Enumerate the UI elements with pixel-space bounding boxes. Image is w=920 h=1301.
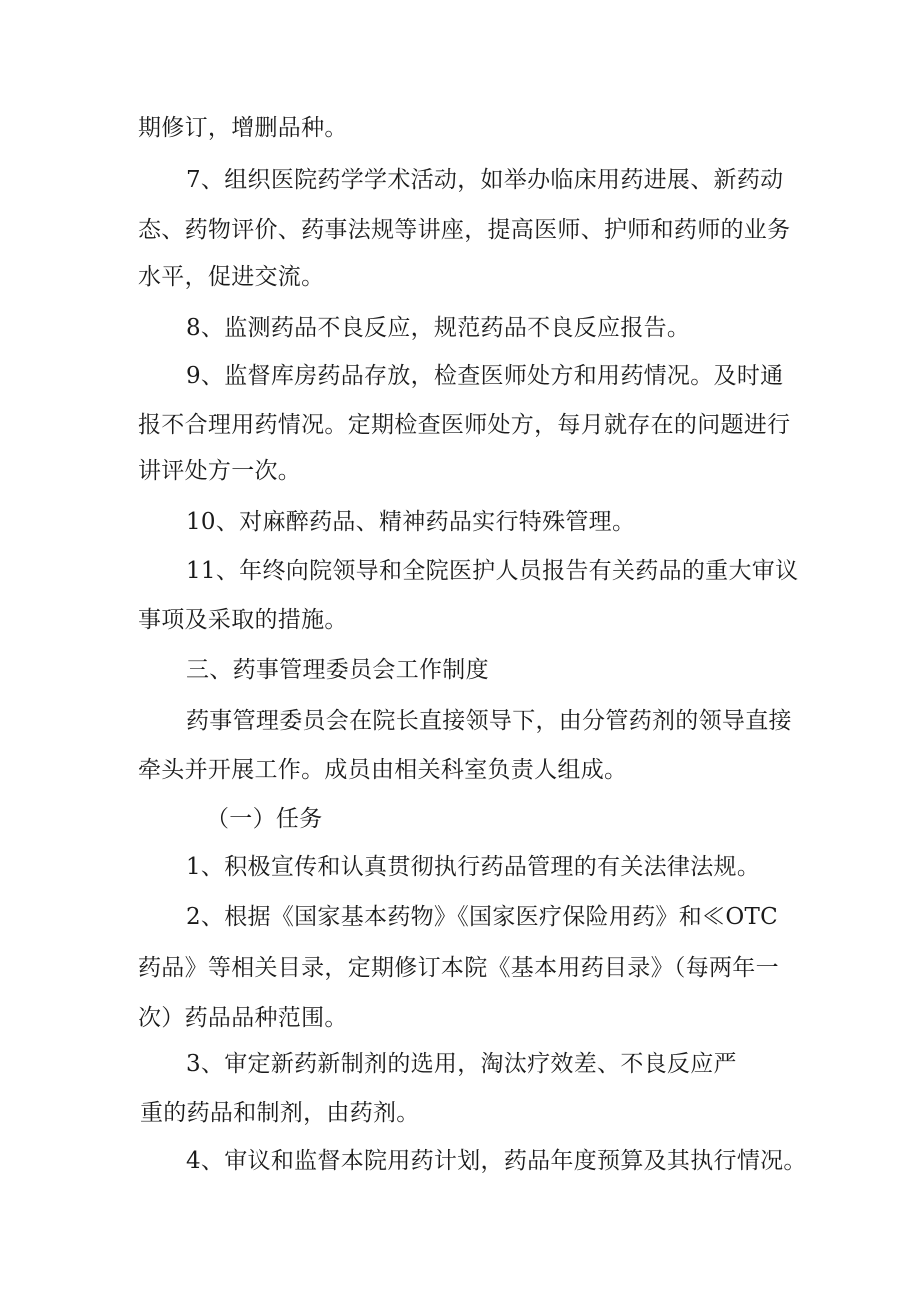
text-line: 7、组织医院药学学术活动，如举办临床用药进展、新药动 bbox=[186, 167, 784, 193]
text-line: 2、根据《国家基本药物》《国家医疗保险用药》和≪OTC bbox=[186, 904, 779, 930]
text-line: 药事管理委员会在院长直接领导下，由分管药剂的领导直接 bbox=[186, 708, 792, 734]
text-line: 8、监测药品不良反应，规范药品不良反应报告。 bbox=[186, 315, 691, 341]
text-line: 讲评处方一次。 bbox=[138, 458, 302, 484]
text-line: 期修订，增删品种。 bbox=[138, 115, 348, 141]
text-line: 水平，促进交流。 bbox=[138, 264, 325, 290]
text-line: 次）药品品种范围。 bbox=[138, 1005, 348, 1031]
section-heading: 三、药事管理委员会工作制度 bbox=[186, 657, 489, 683]
text-line: 态、药物评价、药事法规等讲座，提高医师、护师和药师的业务 bbox=[138, 217, 791, 243]
text-line: 事项及采取的措施。 bbox=[138, 607, 348, 633]
text-line: 9、监督库房药品存放，检查医师处方和用药情况。及时通 bbox=[186, 363, 784, 389]
text-line: 3、审定新药新制剂的选用，淘汰疗效差、不良反应严 bbox=[186, 1051, 737, 1077]
text-line: 11、年终向院领导和全院医护人员报告有关药品的重大审议 bbox=[186, 558, 799, 584]
subsection-heading: （一）任务 bbox=[206, 806, 323, 832]
text-line: 药品》等相关目录，定期修订本院《基本用药目录》（每两年一 bbox=[138, 955, 779, 981]
text-line: 4、审议和监督本院用药计划，药品年度预算及其执行情况。 bbox=[186, 1148, 807, 1174]
text-line: 重的药品和制剂，由药剂。 bbox=[140, 1100, 420, 1126]
text-line: 1、积极宣传和认真贯彻执行药品管理的有关法律法规。 bbox=[186, 854, 761, 880]
text-line: 10、对麻醉药品、精神药品实行特殊管理。 bbox=[186, 509, 636, 535]
text-line: 牵头并开展工作。成员由相关科室负责人组成。 bbox=[138, 757, 628, 783]
text-line: 报不合理用药情况。定期检查医师处方，每月就存在的问题进行 bbox=[138, 412, 791, 438]
